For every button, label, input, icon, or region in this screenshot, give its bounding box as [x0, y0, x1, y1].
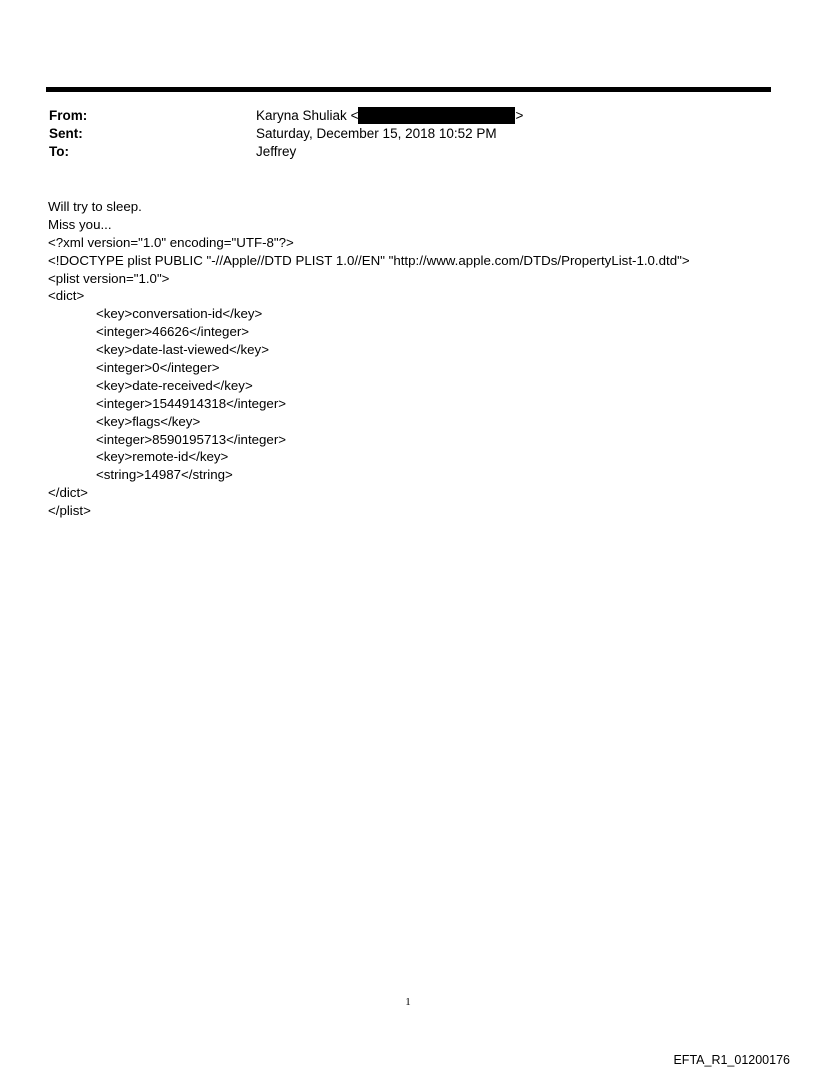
- to-value: Jeffrey: [256, 144, 297, 159]
- body-line: <integer>0</integer>: [96, 360, 220, 376]
- body-line: <key>flags</key>: [96, 413, 201, 429]
- to-label: To:: [49, 144, 69, 159]
- body-line: <?xml version="1.0" encoding="UTF-8"?>: [48, 234, 294, 250]
- body-line: <integer>1544914318</integer>: [96, 395, 287, 411]
- body-line: Miss you...: [48, 216, 112, 232]
- from-value: [256, 107, 523, 125]
- body-line: </dict>: [48, 485, 88, 501]
- body-line: <!DOCTYPE plist PUBLIC "-//Apple//DTD PLIST 1.0//EN" "http://www.apple.com/DTDs/PropertyList-1.0.dtd">: [48, 252, 690, 268]
- body-line: <integer>46626</integer>: [96, 324, 250, 340]
- sent-label: Sent:: [49, 126, 83, 141]
- email-header: [49, 107, 749, 161]
- from-row: [49, 107, 749, 125]
- from-label: From:: [49, 108, 88, 123]
- body-line: <plist version="1.0">: [48, 270, 170, 286]
- redaction-box: [358, 107, 515, 124]
- sender-open-bracket: <: [350, 108, 359, 123]
- header-rule: [46, 87, 771, 92]
- body-line: <string>14987</string>: [96, 467, 233, 483]
- page-number: 1: [405, 996, 411, 1008]
- sent-row: [49, 125, 749, 143]
- sender-close-bracket: >: [515, 108, 524, 123]
- sent-value: Saturday, December 15, 2018 10:52 PM: [256, 126, 497, 141]
- body-line: Will try to sleep.: [48, 199, 142, 214]
- message-body: [48, 198, 768, 520]
- body-line: <integer>8590195713</integer>: [96, 431, 287, 447]
- body-line: <key>date-last-viewed</key>: [96, 342, 269, 358]
- to-row: [49, 143, 749, 161]
- body-line: <key>conversation-id</key>: [96, 306, 263, 322]
- body-line: <key>remote-id</key>: [96, 449, 229, 465]
- sender-name: Karyna Shuliak: [256, 108, 347, 123]
- bates-number: EFTA_R1_01200176: [673, 1053, 790, 1067]
- body-line: <dict>: [48, 288, 85, 304]
- body-line: </plist>: [48, 503, 91, 519]
- body-line: <key>date-received</key>: [96, 377, 253, 393]
